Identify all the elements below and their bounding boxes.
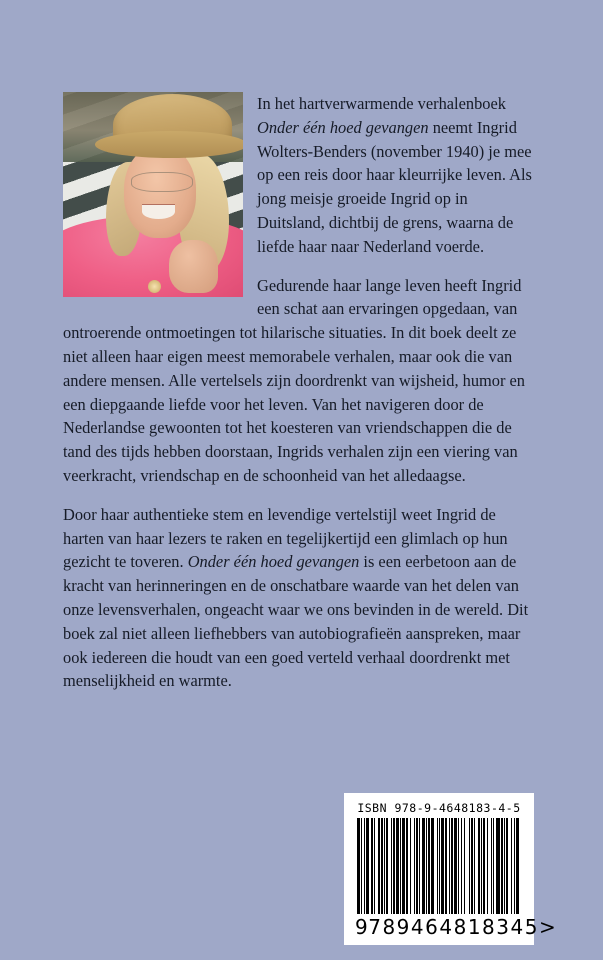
barcode-digit-group-1: 789464	[368, 915, 454, 939]
author-portrait-photo	[63, 92, 243, 297]
barcode-bars	[353, 818, 525, 914]
book-title-mention-2: Onder één hoed gevangen	[187, 552, 360, 572]
photo-necklace-pendant	[148, 280, 161, 293]
barcode-digit-lead: 9	[355, 915, 369, 939]
blurb-p1-part-b: neemt Ingrid Wolters-Benders (november 1940) je mee op een reis door haar kleurrijke leven. Als jong meisje groeide Ingrid op in Duitsland, dichtbij de grens, waarna de liefde haar naar Nederland voerde.	[257, 117, 532, 256]
barcode-bar	[519, 818, 520, 914]
photo-eyeglasses	[131, 172, 192, 192]
blurb-p3-part-a: Door haar authentieke stem en levendige vertelstijl weet Ingrid de harten van haar lezers te raken en tegelijkertijd een glimlach op hun gezicht te toveren.	[63, 504, 508, 572]
photo-hat-brim	[95, 131, 243, 158]
photo-hand	[169, 240, 218, 293]
blurb-p1-part-a: In het hartverwarmende verhalenboek	[257, 94, 506, 113]
blurb-paragraph-3	[63, 503, 535, 693]
isbn-barcode-panel	[344, 793, 557, 945]
blurb-paragraph-2: Gedurende haar lange leven heeft Ingrid een schat aan ervaringen opgedaan, van ontroerende ontmoetingen tot hilarische situaties. In dit boek deelt ze niet alleen haar eigen meest memorabele verhalen, maar ook die van andere mensen. Alle vertelsels zijn doordrenkt van wijsheid, humor en een diepgaande liefde voor het leven. Van het navigeren door de Nederlandse gewoonten tot het koesteren van vriendschappen die de tand des tijds hebben doorstaan, Ingrids verhalen zijn een viering van veerkracht, vriendschap en de schoonheid van het alledaagse.	[63, 275, 525, 485]
blurb-text-block	[63, 92, 535, 693]
book-title-mention-1: Onder één hoed gevangen	[257, 117, 429, 137]
barcode-digit-group-2: 818345	[453, 915, 539, 939]
blurb-p3-part-b: is een eerbetoon aan de kracht van herinneringen en de onschatbare waarde van het delen van onze levensverhalen, ongeacht waar we ons bevinden in de wereld. Dit boek zal niet alleen liefhebbers van autobiografieën aanspreken, maar ook iedereen die houdt van een goed verteld verhaal doordrenkt met menselijkheid en warmte.	[63, 552, 529, 691]
isbn-label: ISBN 978-9-4648183-4-5	[357, 801, 521, 815]
photo-smile	[142, 205, 174, 219]
barcode-digit-trail: >	[538, 915, 557, 939]
barcode-digits	[353, 914, 557, 939]
